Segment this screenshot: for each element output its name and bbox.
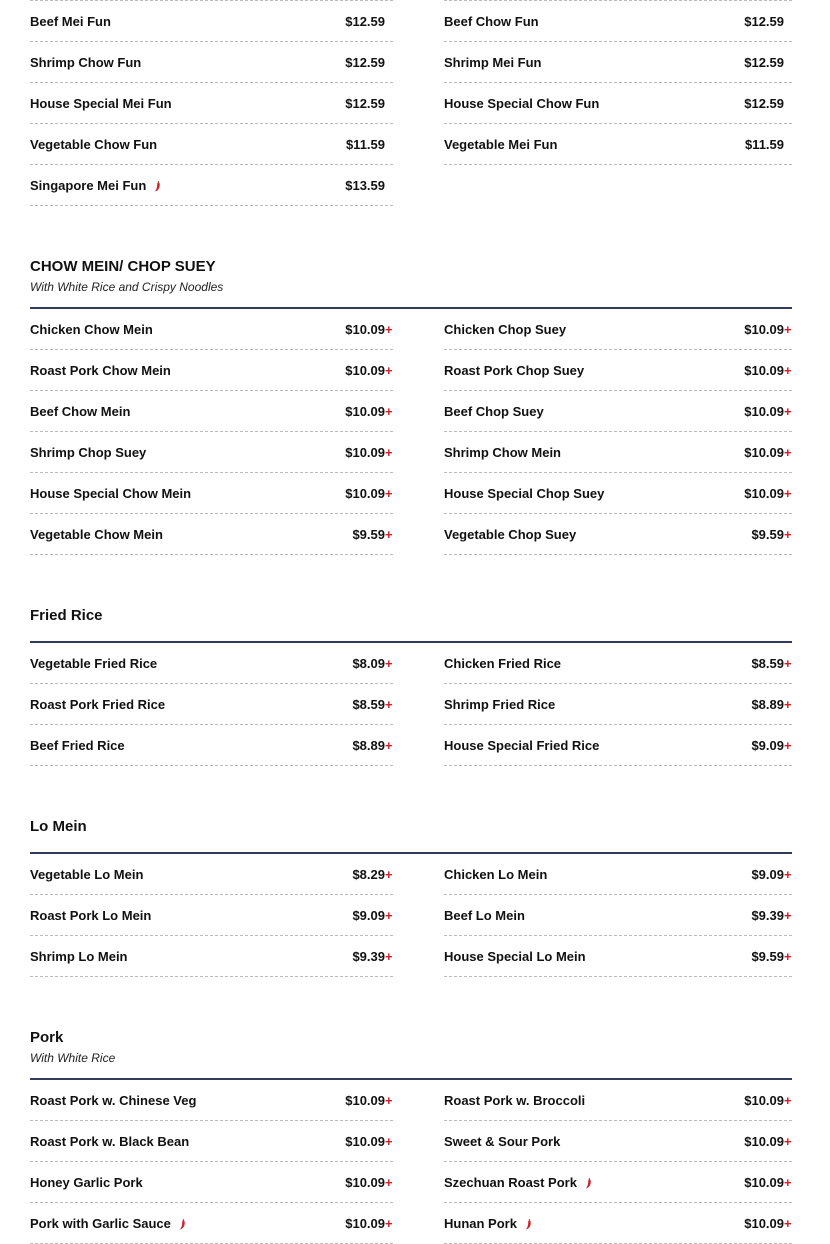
item-price: $10.09 — [744, 1133, 784, 1149]
item-price: $8.29 — [352, 866, 385, 882]
item-name-wrap — [30, 178, 161, 193]
menu-column-left — [30, 1080, 393, 1244]
item-name: Beef Chow Fun — [444, 13, 539, 29]
item-name-wrap — [444, 486, 604, 501]
item-price: $12.59 — [744, 95, 784, 111]
menu-item[interactable] — [444, 83, 792, 124]
menu-item[interactable] — [30, 124, 393, 165]
item-name: Roast Pork Chow Mein — [30, 362, 171, 378]
item-name: House Special Fried Rice — [444, 737, 600, 753]
menu-item[interactable] — [30, 309, 393, 350]
section-header — [30, 817, 792, 854]
item-price-wrap — [744, 1175, 792, 1190]
item-name: Shrimp Fried Rice — [444, 696, 556, 712]
item-name-wrap — [444, 908, 525, 923]
item-price-wrap — [352, 949, 393, 964]
item-name-wrap — [30, 486, 191, 501]
item-price: $8.09 — [352, 655, 385, 671]
item-price: $11.59 — [744, 136, 784, 152]
menu-column-right — [444, 0, 792, 206]
item-price-wrap — [751, 527, 792, 542]
item-name: Roast Pork w. Broccoli — [444, 1092, 586, 1108]
price-options-plus: + — [385, 737, 393, 753]
price-options-plus: + — [784, 737, 792, 753]
menu-item[interactable] — [30, 473, 393, 514]
chili-pepper-icon — [525, 1218, 532, 1229]
item-name: Roast Pork w. Chinese Veg — [30, 1092, 197, 1108]
menu-column-right — [444, 643, 792, 766]
item-name-wrap — [444, 738, 599, 753]
item-price-wrap — [345, 1216, 393, 1231]
item-name-wrap — [30, 445, 146, 460]
item-name: Beef Mei Fun — [30, 13, 111, 29]
item-price: $11.59 — [345, 136, 385, 152]
item-price-wrap — [751, 656, 792, 671]
menu-section — [30, 1028, 792, 1244]
menu-grid — [30, 643, 792, 766]
menu-item[interactable] — [30, 42, 393, 83]
item-name-wrap — [444, 949, 586, 964]
item-name-wrap — [30, 697, 165, 712]
item-price-wrap — [751, 867, 792, 882]
price-options-plus: + — [784, 866, 792, 882]
section-header — [30, 1028, 792, 1080]
item-price: $10.09 — [744, 1174, 784, 1190]
menu-item[interactable] — [444, 514, 792, 555]
item-price-wrap — [751, 697, 792, 712]
price-options-plus: + — [385, 1174, 393, 1190]
item-price: $10.09 — [345, 403, 385, 419]
menu-section — [30, 606, 792, 766]
section-subtitle: With White Rice — [30, 1051, 116, 1065]
item-name-wrap — [444, 697, 555, 712]
menu-item[interactable] — [444, 0, 792, 42]
item-price-wrap — [345, 1093, 393, 1108]
item-price-wrap — [352, 738, 393, 753]
item-price-wrap — [744, 1216, 792, 1231]
price-options-plus: + — [385, 1092, 393, 1108]
price-options-plus: + — [385, 907, 393, 923]
menu-item[interactable] — [444, 895, 792, 936]
price-options-plus: + — [385, 485, 393, 501]
item-name-wrap — [444, 867, 547, 882]
menu-item[interactable] — [444, 432, 792, 473]
item-name: House Special Chow Fun — [444, 95, 600, 111]
section-header — [30, 257, 792, 309]
item-price: $8.59 — [751, 655, 784, 671]
menu-item[interactable] — [30, 165, 393, 206]
item-price-wrap — [751, 908, 792, 923]
item-name: Beef Chop Suey — [444, 403, 544, 419]
chili-pepper-icon — [179, 1218, 186, 1229]
item-name-wrap — [30, 949, 128, 964]
item-name: Shrimp Lo Mein — [30, 948, 128, 964]
item-price-wrap — [751, 738, 792, 753]
menu-item[interactable] — [444, 854, 792, 895]
item-price: $10.09 — [345, 1215, 385, 1231]
menu-column-left — [30, 854, 393, 977]
item-name-wrap — [30, 363, 171, 378]
item-price-wrap — [352, 908, 393, 923]
menu-column-left — [30, 309, 393, 555]
item-price-wrap — [744, 363, 792, 378]
menu-column-right — [444, 854, 792, 977]
item-name-wrap — [30, 404, 130, 419]
item-name: Singapore Mei Fun — [30, 177, 147, 193]
item-name-wrap — [444, 404, 544, 419]
item-name: Sweet & Sour Pork — [444, 1133, 561, 1149]
menu-item[interactable] — [444, 473, 792, 514]
section-header — [30, 606, 792, 643]
price-options-plus: + — [385, 1133, 393, 1149]
menu-item[interactable] — [30, 854, 393, 895]
menu-section — [30, 817, 792, 977]
item-name-wrap — [444, 445, 561, 460]
item-name: Vegetable Chop Suey — [444, 526, 577, 542]
menu-item[interactable] — [444, 1121, 792, 1162]
item-price: $10.09 — [744, 362, 784, 378]
price-options-plus: + — [784, 1092, 792, 1108]
price-options-plus: + — [784, 655, 792, 671]
price-options-plus: + — [784, 1133, 792, 1149]
item-name-wrap — [30, 1175, 143, 1190]
price-options-plus: + — [784, 321, 792, 337]
item-price-wrap — [345, 14, 393, 29]
item-price-wrap — [744, 96, 792, 111]
item-price-wrap — [744, 445, 792, 460]
menu-item[interactable] — [30, 391, 393, 432]
item-name-wrap — [444, 363, 584, 378]
menu-grid — [30, 309, 792, 555]
item-price: $10.09 — [345, 321, 385, 337]
item-name-wrap — [444, 137, 557, 152]
item-price: $10.09 — [345, 485, 385, 501]
item-price-wrap — [345, 363, 393, 378]
item-price-wrap — [352, 867, 393, 882]
item-price-wrap — [345, 322, 393, 337]
item-price-wrap — [744, 1134, 792, 1149]
price-options-plus: + — [784, 485, 792, 501]
item-price-wrap — [345, 445, 393, 460]
item-price: $10.09 — [744, 1092, 784, 1108]
item-name: Pork with Garlic Sauce — [30, 1215, 171, 1231]
item-name: Roast Pork Lo Mein — [30, 907, 152, 923]
item-name: Shrimp Chop Suey — [30, 444, 147, 460]
item-name: House Special Chop Suey — [444, 485, 605, 501]
item-name-wrap — [30, 867, 143, 882]
item-price: $12.59 — [744, 13, 784, 29]
item-price: $10.09 — [744, 444, 784, 460]
item-price-wrap — [346, 137, 393, 152]
menu-item[interactable] — [444, 391, 792, 432]
item-price: $10.09 — [744, 403, 784, 419]
item-price: $9.59 — [751, 526, 784, 542]
price-options-plus: + — [385, 1215, 393, 1231]
price-options-plus: + — [385, 526, 393, 542]
item-price-wrap — [744, 1093, 792, 1108]
item-name-wrap — [30, 656, 157, 671]
item-price: $8.59 — [352, 696, 385, 712]
item-name: Vegetable Mei Fun — [444, 136, 558, 152]
item-name-wrap — [30, 1134, 189, 1149]
item-price-wrap — [345, 55, 393, 70]
item-price: $13.59 — [345, 177, 385, 193]
item-price-wrap — [345, 486, 393, 501]
item-name: Vegetable Lo Mein — [30, 866, 144, 882]
price-options-plus: + — [385, 696, 393, 712]
item-price: $12.59 — [345, 95, 385, 111]
menu — [30, 0, 792, 1244]
price-options-plus: + — [784, 696, 792, 712]
menu-item[interactable] — [444, 643, 792, 684]
item-name-wrap — [30, 1093, 196, 1108]
item-price: $12.59 — [744, 54, 784, 70]
menu-grid — [30, 0, 792, 206]
section-title: CHOW MEIN/ CHOP SUEY — [30, 258, 216, 275]
price-options-plus: + — [385, 948, 393, 964]
item-price-wrap — [352, 656, 393, 671]
item-name-wrap — [444, 14, 539, 29]
menu-item[interactable] — [444, 725, 792, 766]
item-price: $10.09 — [345, 362, 385, 378]
item-name: Vegetable Chow Mein — [30, 526, 163, 542]
item-name: Szechuan Roast Pork — [444, 1174, 577, 1190]
item-name: Beef Lo Mein — [444, 907, 525, 923]
item-name: House Special Chow Mein — [30, 485, 192, 501]
item-price: $9.59 — [352, 526, 385, 542]
item-name-wrap — [30, 322, 153, 337]
menu-item[interactable] — [30, 1203, 393, 1244]
menu-item[interactable] — [30, 1080, 393, 1121]
item-name: Shrimp Mei Fun — [444, 54, 542, 70]
item-name: House Special Lo Mein — [444, 948, 586, 964]
section-subtitle: With White Rice and Crispy Noodles — [30, 280, 224, 294]
menu-item[interactable] — [30, 350, 393, 391]
item-name-wrap — [444, 1093, 585, 1108]
price-options-plus: + — [784, 403, 792, 419]
item-price: $9.59 — [751, 948, 784, 964]
item-name: Vegetable Chow Fun — [30, 136, 158, 152]
price-options-plus: + — [784, 362, 792, 378]
item-name: Honey Garlic Pork — [30, 1174, 143, 1190]
item-name-wrap — [444, 1216, 532, 1231]
item-price: $9.09 — [751, 866, 784, 882]
menu-item[interactable] — [444, 684, 792, 725]
menu-item[interactable] — [30, 895, 393, 936]
item-price: $10.09 — [345, 1174, 385, 1190]
item-price: $9.39 — [352, 948, 385, 964]
menu-item[interactable] — [30, 725, 393, 766]
price-options-plus: + — [784, 526, 792, 542]
price-options-plus: + — [385, 362, 393, 378]
price-options-plus: + — [784, 907, 792, 923]
item-name: Beef Chow Mein — [30, 403, 131, 419]
menu-item[interactable] — [30, 1162, 393, 1203]
item-name-wrap — [30, 137, 157, 152]
item-price: $10.09 — [345, 1092, 385, 1108]
item-name: Vegetable Fried Rice — [30, 655, 158, 671]
menu-item[interactable] — [30, 83, 393, 124]
item-name-wrap — [444, 1175, 592, 1190]
item-name-wrap — [30, 908, 151, 923]
item-name-wrap — [444, 656, 561, 671]
item-name-wrap — [30, 55, 141, 70]
item-price: $9.09 — [751, 737, 784, 753]
item-name-wrap — [444, 55, 542, 70]
item-price: $10.09 — [345, 444, 385, 460]
item-price-wrap — [352, 697, 393, 712]
menu-item[interactable] — [30, 432, 393, 473]
price-options-plus: + — [385, 321, 393, 337]
section-title: Fried Rice — [30, 607, 103, 624]
item-name: Chicken Chop Suey — [444, 321, 567, 337]
price-options-plus: + — [784, 444, 792, 460]
menu-grid — [30, 1080, 792, 1244]
menu-item[interactable] — [444, 1162, 792, 1203]
menu-item[interactable] — [30, 514, 393, 555]
item-price-wrap — [345, 1175, 393, 1190]
item-price-wrap — [345, 1134, 393, 1149]
section-title: Pork — [30, 1029, 64, 1046]
item-name-wrap — [30, 96, 172, 111]
item-name-wrap — [30, 738, 125, 753]
item-name-wrap — [444, 527, 576, 542]
item-name-wrap — [444, 322, 566, 337]
menu-grid — [30, 854, 792, 977]
menu-item[interactable] — [30, 0, 393, 42]
item-price-wrap — [745, 137, 792, 152]
menu-item[interactable] — [444, 309, 792, 350]
item-name: Chicken Lo Mein — [444, 866, 548, 882]
item-name: Hunan Pork — [444, 1215, 517, 1231]
item-name: Chicken Fried Rice — [444, 655, 562, 671]
item-price-wrap — [744, 486, 792, 501]
menu-item[interactable] — [444, 350, 792, 391]
chili-pepper-icon — [154, 180, 161, 191]
price-options-plus: + — [385, 403, 393, 419]
section-title: Lo Mein — [30, 818, 87, 835]
item-name: Roast Pork w. Black Bean — [30, 1133, 190, 1149]
price-options-plus: + — [385, 444, 393, 460]
item-price: $10.09 — [744, 1215, 784, 1231]
item-name: Shrimp Chow Fun — [30, 54, 142, 70]
item-price: $9.09 — [352, 907, 385, 923]
item-price-wrap — [744, 14, 792, 29]
item-price: $8.89 — [751, 696, 784, 712]
item-name: Beef Fried Rice — [30, 737, 125, 753]
price-options-plus: + — [385, 655, 393, 671]
chili-pepper-icon — [585, 1177, 592, 1188]
item-price-wrap — [345, 178, 393, 193]
item-name: Roast Pork Chop Suey — [444, 362, 585, 378]
item-price: $9.39 — [751, 907, 784, 923]
menu-item[interactable] — [30, 643, 393, 684]
menu-item[interactable] — [444, 936, 792, 977]
menu-item[interactable] — [444, 42, 792, 83]
menu-column-left — [30, 643, 393, 766]
item-price-wrap — [352, 527, 393, 542]
item-name: Chicken Chow Mein — [30, 321, 153, 337]
menu-item[interactable] — [30, 936, 393, 977]
item-price: $10.09 — [744, 321, 784, 337]
menu-column-right — [444, 309, 792, 555]
item-name-wrap — [30, 1216, 186, 1231]
item-price-wrap — [751, 949, 792, 964]
item-name-wrap — [444, 1134, 560, 1149]
menu-section — [30, 0, 792, 206]
item-name: House Special Mei Fun — [30, 95, 172, 111]
item-name-wrap — [444, 96, 599, 111]
menu-item[interactable] — [444, 124, 792, 165]
item-name: Roast Pork Fried Rice — [30, 696, 166, 712]
item-name: Shrimp Chow Mein — [444, 444, 561, 460]
menu-item[interactable] — [30, 1121, 393, 1162]
item-name-wrap — [30, 527, 163, 542]
item-price: $12.59 — [345, 13, 385, 29]
menu-item[interactable] — [444, 1080, 792, 1121]
price-options-plus: + — [784, 1215, 792, 1231]
price-options-plus: + — [784, 948, 792, 964]
item-price: $12.59 — [345, 54, 385, 70]
item-price: $10.09 — [345, 1133, 385, 1149]
item-price-wrap — [345, 96, 393, 111]
menu-item[interactable] — [444, 1203, 792, 1244]
item-price-wrap — [744, 322, 792, 337]
price-options-plus: + — [385, 866, 393, 882]
item-price: $8.89 — [352, 737, 385, 753]
menu-section — [30, 257, 792, 555]
item-price-wrap — [744, 55, 792, 70]
menu-column-left — [30, 0, 393, 206]
menu-column-right — [444, 1080, 792, 1244]
item-price-wrap — [744, 404, 792, 419]
price-options-plus: + — [784, 1174, 792, 1190]
item-price-wrap — [345, 404, 393, 419]
item-name-wrap — [30, 14, 111, 29]
menu-item[interactable] — [30, 684, 393, 725]
item-price: $10.09 — [744, 485, 784, 501]
